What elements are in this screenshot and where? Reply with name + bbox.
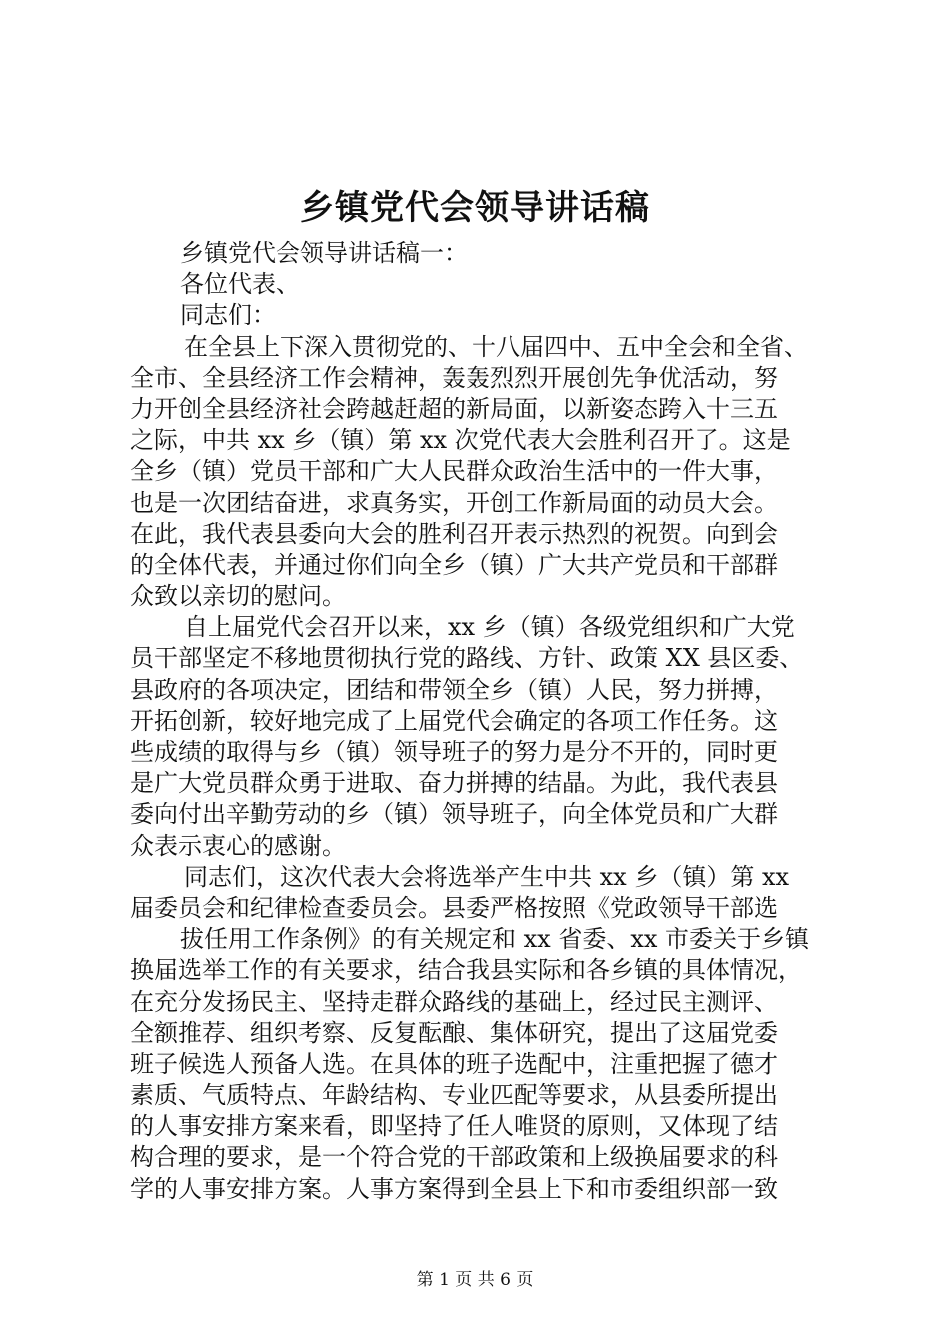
body-line: 县政府的各项决定，团结和带领全乡（镇）人民，努力拼搏， (130, 675, 778, 704)
body-line: 班子候选人预备人选。在具体的班子选配中，注重把握了德才 (130, 1049, 778, 1078)
body-line: 之际，中共 xx 乡（镇）第 xx 次党代表大会胜利召开了。这是 (130, 426, 791, 455)
body-line: 届委员会和纪律检查委员会。县委严格按照《党政领导干部选 (130, 893, 778, 922)
body-line: 力开创全县经济社会跨越赶超的新局面，以新姿态跨入十三五 (130, 394, 778, 423)
body-line: 全乡（镇）党员干部和广大人民群众政治生活中的一件大事， (130, 457, 778, 486)
body-line: 学的人事安排方案。人事方案得到全县上下和市委组织部一致 (130, 1174, 778, 1203)
body-line: 的全体代表，并通过你们向全乡（镇）广大共产党员和干部群 (130, 550, 778, 579)
body-line: 全额推荐、组织考察、反复酝酿、集体研究，提出了这届党委 (130, 1018, 778, 1047)
document-body (130, 238, 850, 1205)
body-line: 些成绩的取得与乡（镇）领导班子的努力是分不开的，同时更 (130, 738, 778, 766)
body-line: 在充分发扬民主、坚持走群众路线的基础上，经过民主测评、 (130, 987, 778, 1016)
body-line: 乡镇党代会领导讲话稿一： (180, 239, 468, 267)
document-title: 乡镇党代会领导讲话稿 (300, 188, 650, 228)
body-line: 构合理的要求，是一个符合党的干部政策和上级换届要求的科 (130, 1143, 778, 1172)
body-line: 各位代表、 (180, 270, 300, 299)
body-line: 自上届党代会召开以来，xx 乡（镇）各级党组织和广大党 (184, 613, 795, 642)
body-line: 拔任用工作条例》的有关规定和 xx 省委、xx 市委关于乡镇 (180, 925, 810, 954)
body-line: 换届选举工作的有关要求，结合我县实际和各乡镇的具体情况， (130, 956, 802, 985)
body-line: 是广大党员群众勇于进取、奋力拼搏的结晶。为此，我代表县 (130, 769, 778, 798)
body-line: 的人事安排方案来看，即坚持了任人唯贤的原则，又体现了结 (130, 1112, 778, 1141)
body-line: 也是一次团结奋进，求真务实，开创工作新局面的动员大会。 (130, 488, 778, 517)
body-line: 委向付出辛勤劳动的乡（镇）领导班子，向全体党员和广大群 (130, 800, 778, 829)
page-number-footer: 第 1 页 共 6 页 (416, 1270, 534, 1290)
body-line: 众致以亲切的慰问。 (130, 582, 346, 611)
body-line: 众表示衷心的感谢。 (130, 831, 346, 860)
body-line: 全市、全县经济工作会精神，轰轰烈烈开展创先争优活动，努 (130, 363, 778, 392)
body-line: 同志们： (180, 301, 276, 330)
body-line: 素质、气质特点、年龄结构、专业匹配等要求，从县委所提出 (130, 1081, 778, 1110)
body-line: 在此，我代表县委向大会的胜利召开表示热烈的祝贺。向到会 (130, 519, 778, 548)
body-line: 员干部坚定不移地贯彻执行党的路线、方针、政策 XX 县区委、 (130, 644, 804, 673)
body-line: 在全县上下深入贯彻党的、十八届四中、五中全会和全省、 (184, 332, 808, 361)
body-line: 开拓创新，较好地完成了上届党代会确定的各项工作任务。这 (130, 706, 778, 735)
body-line: 同志们，这次代表大会将选举产生中共 xx 乡（镇）第 xx (184, 862, 790, 891)
